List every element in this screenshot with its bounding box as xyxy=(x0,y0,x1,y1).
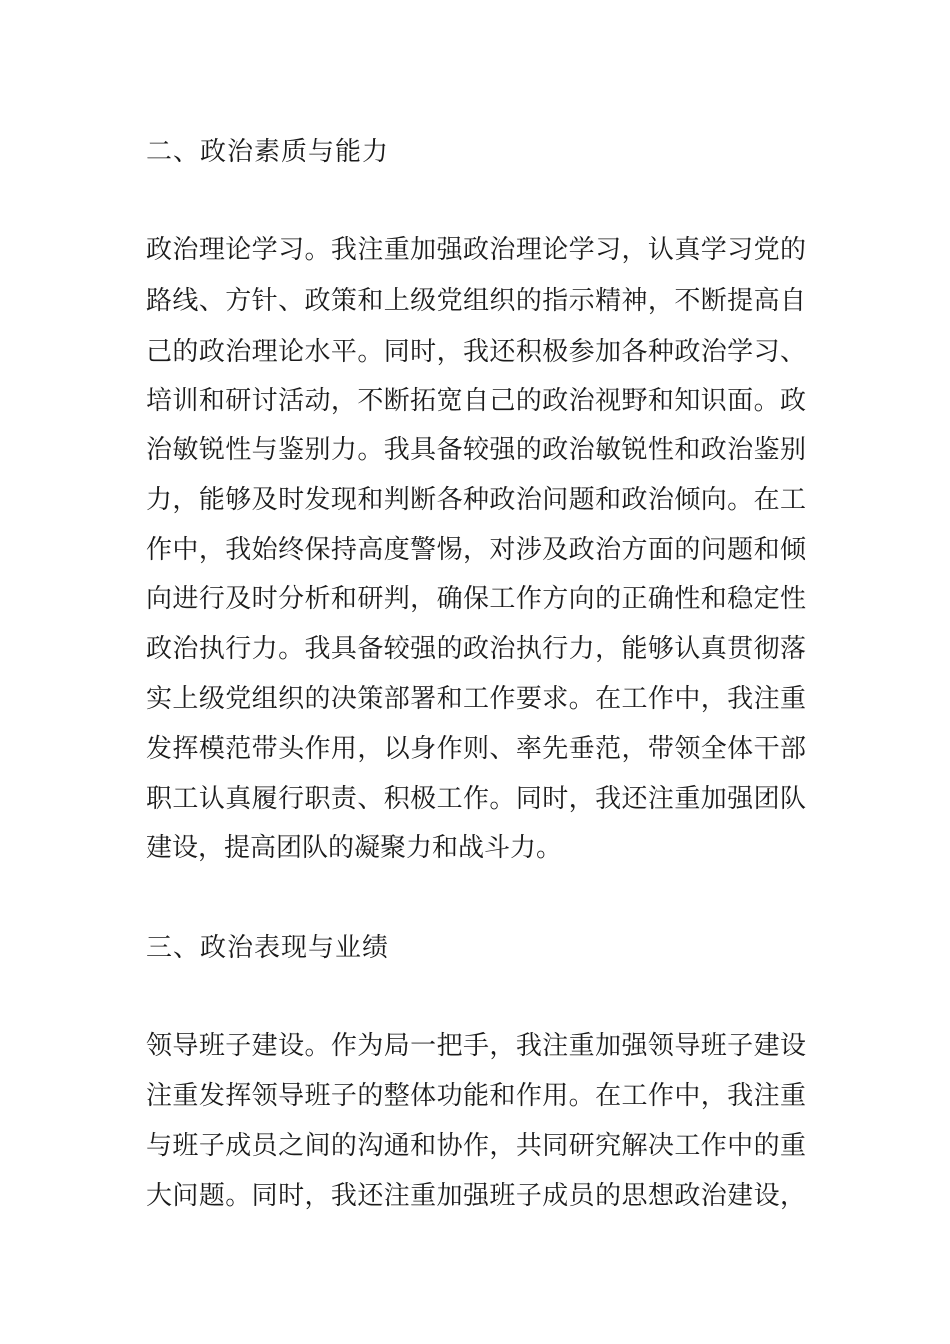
paragraph-line: 实上级党组织的决策部署和工作要求。在工作中，我注重 xyxy=(146,684,806,714)
paragraph-line: 领导班子建设。作为局一把手，我注重加强领导班子建设 xyxy=(146,1031,806,1061)
paragraph-line: 与班子成员之间的沟通和协作，共同研究解决工作中的重 xyxy=(146,1131,806,1161)
paragraph-line: 建设，提高团队的凝聚力和战斗力。 xyxy=(146,833,563,863)
paragraph-line: 治敏锐性与鉴别力。我具备较强的政治敏锐性和政治鉴别 xyxy=(146,435,806,465)
paragraph-line: 力，能够及时发现和判断各种政治问题和政治倾向。在工 xyxy=(146,485,806,515)
paragraph-line: 政治执行力。我具备较强的政治执行力，能够认真贯彻落 xyxy=(146,634,806,664)
paragraph-line: 政治理论学习。我注重加强政治理论学习，认真学习党的 xyxy=(146,235,806,265)
paragraph-line: 向进行及时分析和研判，确保工作方向的正确性和稳定性 xyxy=(146,584,806,614)
paragraph-line: 大问题。同时，我还注重加强班子成员的思想政治建设， xyxy=(146,1181,806,1211)
paragraph-line: 己的政治理论水平。同时，我还积极参加各种政治学习、 xyxy=(146,337,806,367)
paragraph-line: 作中，我始终保持高度警惕，对涉及政治方面的问题和倾 xyxy=(146,535,806,565)
paragraph-line: 发挥模范带头作用，以身作则、率先垂范，带领全体干部 xyxy=(146,734,806,764)
paragraph-line: 路线、方针、政策和上级党组织的指示精神，不断提高自 xyxy=(146,286,806,316)
section-heading-3: 三、政治表现与业绩 xyxy=(146,933,390,963)
paragraph-line: 培训和研讨活动，不断拓宽自己的政治视野和知识面。政 xyxy=(146,386,806,416)
section-heading-2: 二、政治素质与能力 xyxy=(146,137,390,167)
paragraph-line: 职工认真履行职责、积极工作。同时，我还注重加强团队 xyxy=(146,784,806,814)
paragraph-line: 注重发挥领导班子的整体功能和作用。在工作中，我注重 xyxy=(146,1081,806,1111)
